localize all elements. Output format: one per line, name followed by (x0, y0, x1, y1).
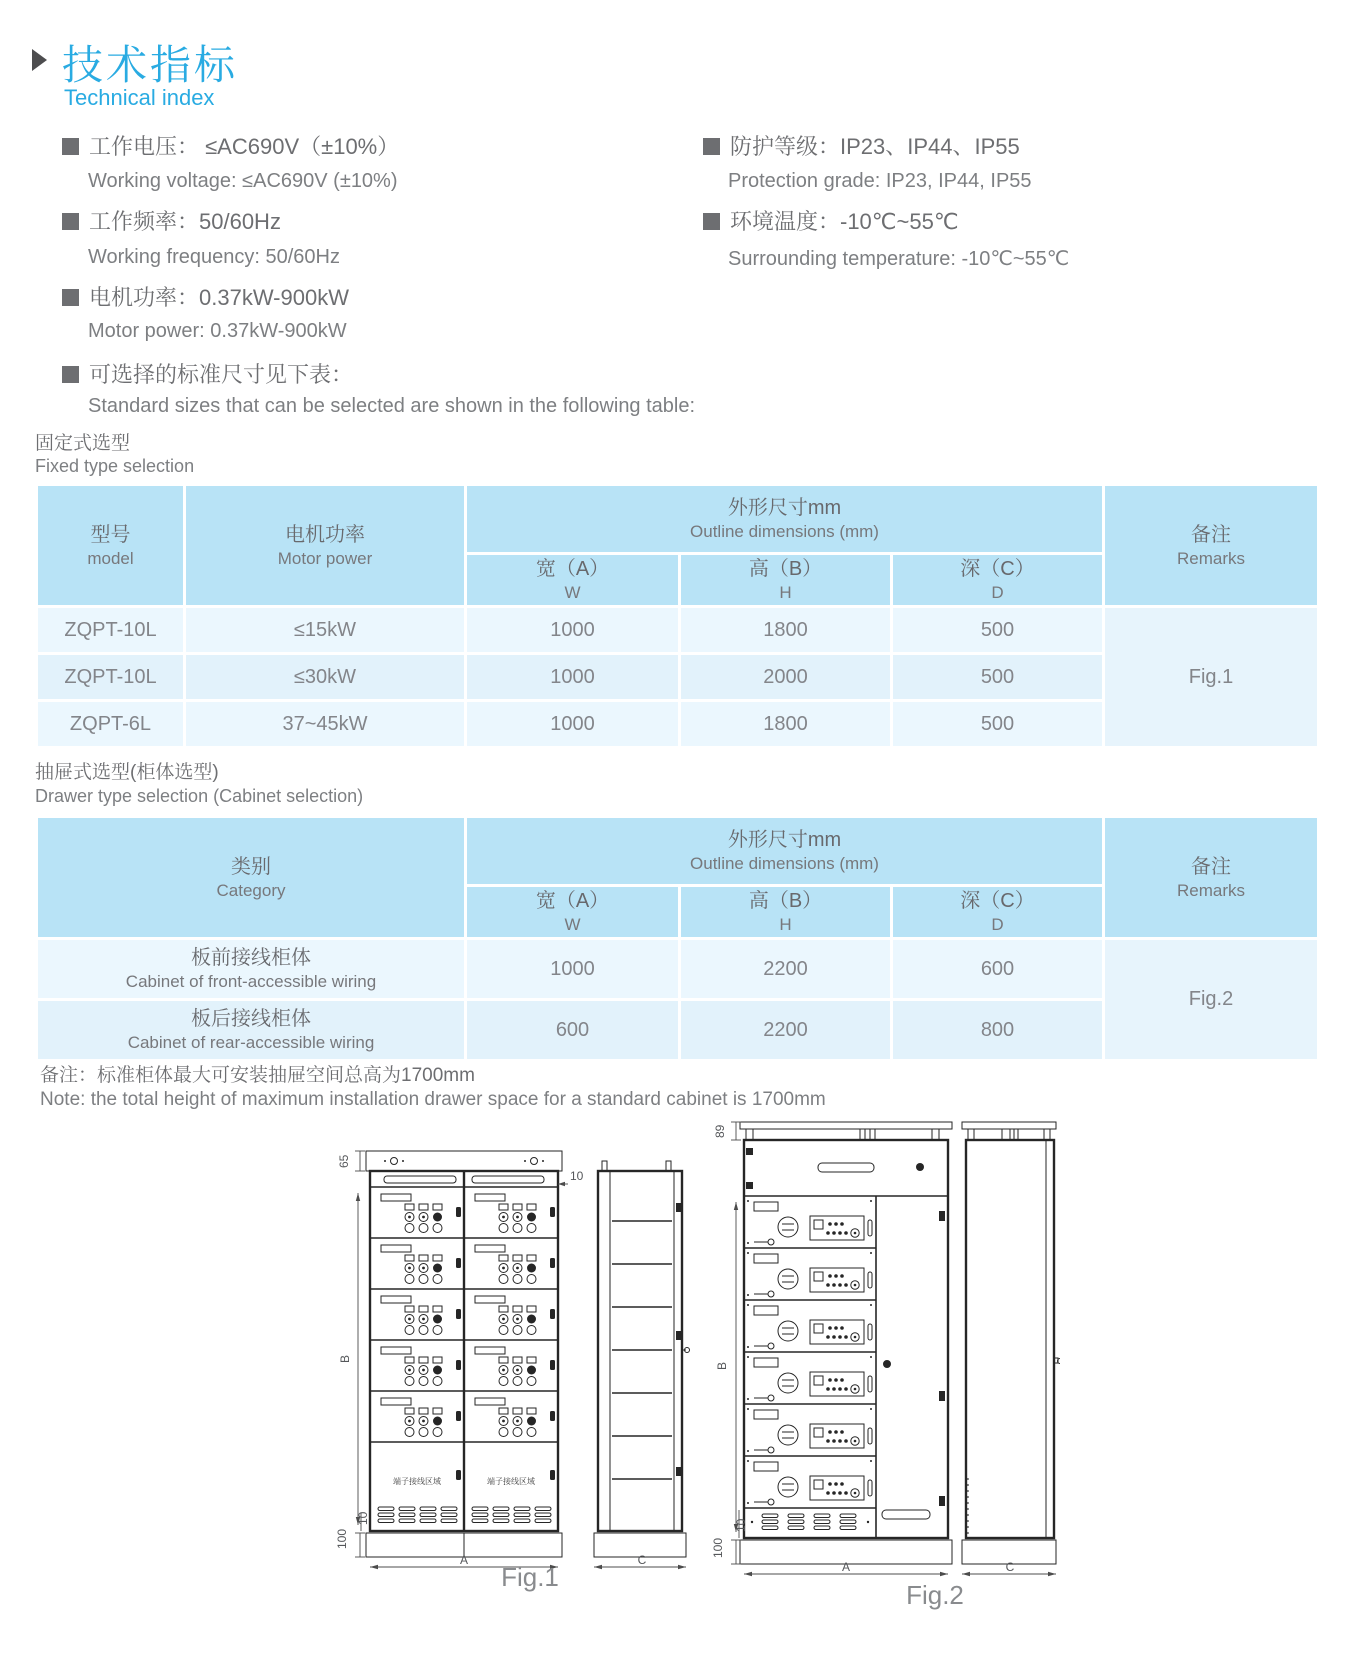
cell-remark-fig2: Fig.2 (1105, 940, 1317, 1059)
fig1-drawing (330, 1135, 730, 1575)
col-header-remarks: 备注 Remarks (1105, 486, 1317, 605)
dim-label-C: C (637, 1553, 647, 1567)
dim-label-C: C (1005, 1560, 1015, 1574)
table-row (38, 940, 1317, 998)
col-header-height: 高（B） H (681, 555, 890, 605)
cell-height: 1800 (681, 608, 890, 652)
title-arrow-icon (32, 49, 47, 71)
col-header-model: 型号 model (38, 486, 183, 605)
col-header-width: 宽（A） W (467, 555, 678, 605)
col-header-remarks: 备注 Remarks (1105, 818, 1317, 937)
cell-category: 板前接线柜体 Cabinet of front-accessible wiring (38, 940, 464, 998)
col-header-height: 高（B） H (681, 887, 890, 937)
dim-label-89: 89 (713, 1124, 727, 1138)
table-intro-cn: 可选择的标准尺寸见下表： (62, 358, 353, 389)
col-header-depth: 深（C） D (893, 887, 1102, 937)
cell-depth: 500 (893, 702, 1102, 746)
dim-label-10-small: 10 (356, 1511, 370, 1525)
table-row (38, 608, 1317, 652)
bullet-square-icon (62, 138, 79, 155)
bullet-square-icon (62, 289, 79, 306)
spec-motor-power-cn: 电机功率：0.37kW-900kW (62, 281, 349, 312)
fig1-dimensions (335, 1151, 686, 1569)
fig2-drawing (710, 1108, 1060, 1578)
cell-depth: 500 (893, 655, 1102, 699)
cell-model: ZQPT-10L (38, 608, 183, 652)
page-title-en: Technical index (64, 85, 215, 110)
col-header-motor-power: 电机功率 Motor power (186, 486, 464, 605)
cell-width: 1000 (467, 702, 678, 746)
table-intro-en: Standard sizes that can be selected are shown in the following table: (88, 395, 696, 417)
fig2-side-view (962, 1122, 1060, 1564)
col-header-width: 宽（A） W (467, 887, 678, 937)
drawer-section-title-cn: 抽屉式选型(柜体选型) (35, 762, 219, 783)
bullet-square-icon (62, 213, 79, 230)
dim-label-10-small: 10 (734, 1518, 748, 1532)
spec-protection-grade-cn: 防护等级：IP23、IP44、IP55 (703, 130, 1020, 161)
fig2-front-view (740, 1122, 952, 1564)
spec-working-frequency-cn: 工作频率：50/60Hz (62, 205, 281, 236)
fixed-section-title-en: Fixed type selection (35, 456, 195, 476)
cell-height: 2200 (681, 940, 890, 998)
bullet-square-icon (62, 366, 79, 383)
dim-label-10: 10 (570, 1169, 584, 1183)
fig1-caption: Fig.1 (501, 1562, 559, 1592)
spec-working-frequency-en: Working frequency: 50/60Hz (88, 246, 340, 268)
fixed-section-title-cn: 固定式选型 (35, 433, 131, 454)
dim-label-A: A (459, 1553, 469, 1567)
bullet-square-icon (703, 213, 720, 230)
cell-width: 600 (467, 1001, 678, 1059)
cell-model: ZQPT-6L (38, 702, 183, 746)
cell-height: 2200 (681, 1001, 890, 1059)
drawer-type-table (35, 815, 1320, 1062)
cell-height: 2000 (681, 655, 890, 699)
spec-working-voltage-en: Working voltage: ≤AC690V (±10%) (88, 170, 398, 192)
cell-width: 1000 (467, 608, 678, 652)
cell-height: 1800 (681, 702, 890, 746)
cell-category: 板后接线柜体 Cabinet of rear-accessible wiring (38, 1001, 464, 1059)
cell-width: 1000 (467, 940, 678, 998)
dim-label-B: B (338, 1354, 352, 1363)
fig2-caption: Fig.2 (906, 1580, 964, 1610)
fig1-terminal-area-label: 端子接线区域 (393, 1477, 441, 1486)
spec-motor-power-en: Motor power: 0.37kW-900kW (88, 320, 347, 342)
col-header-outline-dimensions: 外形尺寸mm Outline dimensions (mm) (467, 486, 1102, 552)
drawer-section-title-en: Drawer type selection (Cabinet selection) (35, 786, 364, 806)
cell-remark-fig1: Fig.1 (1105, 608, 1317, 746)
dim-label-100: 100 (711, 1537, 725, 1558)
cell-depth: 800 (893, 1001, 1102, 1059)
spec-ambient-temperature-cn: 环境温度：-10℃~55℃ (703, 205, 959, 236)
page-title-cn: 技术指标 (62, 42, 238, 88)
spec-ambient-temperature-en: Surrounding temperature: -10℃~55℃ (728, 248, 1070, 270)
fig1-front-view (366, 1151, 562, 1557)
dim-label-B: B (715, 1361, 729, 1370)
dim-label-65: 65 (337, 1154, 351, 1168)
spec-working-voltage-cn: 工作电压： ≤AC690V（±10%） (62, 130, 399, 161)
bullet-square-icon (703, 138, 720, 155)
cell-power: ≤30kW (186, 655, 464, 699)
col-header-category: 类别 Category (38, 818, 464, 937)
fig1-side-view (594, 1161, 690, 1557)
dim-label-100: 100 (335, 1528, 349, 1549)
cell-depth: 600 (893, 940, 1102, 998)
col-header-outline-dimensions: 外形尺寸mm Outline dimensions (mm) (467, 818, 1102, 884)
cell-power: 37~45kW (186, 702, 464, 746)
note-en: Note: the total height of maximum installation drawer space for a standard cabinet is 1700mm (40, 1089, 826, 1110)
cell-power: ≤15kW (186, 608, 464, 652)
cell-model: ZQPT-10L (38, 655, 183, 699)
note-cn: 备注：标准柜体最大可安装抽屉空间总高为1700mm (40, 1065, 475, 1086)
col-header-depth: 深（C） D (893, 555, 1102, 605)
spec-protection-grade-en: Protection grade: IP23, IP44, IP55 (728, 170, 1032, 192)
cell-width: 1000 (467, 655, 678, 699)
fig1-terminal-area-label: 端子接线区域 (487, 1477, 535, 1486)
dim-label-A: A (841, 1560, 851, 1574)
cell-depth: 500 (893, 608, 1102, 652)
fixed-type-table (35, 483, 1320, 749)
